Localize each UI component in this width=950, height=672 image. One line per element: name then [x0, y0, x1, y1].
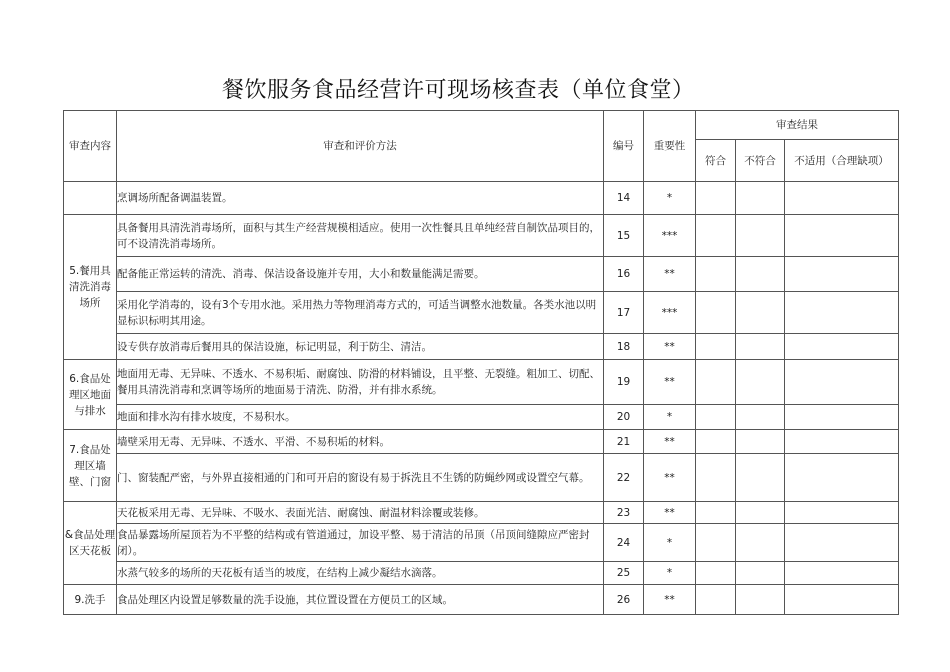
method-cell: 墙壁采用无毒、无异味、不透水、平滑、不易积垢的材料。	[117, 430, 604, 454]
method-cell: 水蒸气较多的场所的天花板有适当的坡度，在结构上减少凝结水滴落。	[117, 562, 604, 585]
fail-cell[interactable]	[736, 454, 785, 502]
importance-cell: *	[644, 524, 696, 562]
number-cell: 22	[604, 454, 644, 502]
fail-cell[interactable]	[736, 524, 785, 562]
table-row	[64, 585, 899, 615]
header-na: 不适用（合理缺项）	[785, 140, 899, 182]
number-cell: 24	[604, 524, 644, 562]
table-row	[64, 524, 899, 562]
table-row	[64, 502, 899, 524]
importance-cell: *	[644, 562, 696, 585]
na-cell[interactable]	[785, 562, 899, 585]
method-cell: 设专供存放消毒后餐用具的保洁设施，标记明显，利于防尘、清洁。	[117, 334, 604, 360]
table-row	[64, 334, 899, 360]
fail-cell[interactable]	[736, 585, 785, 615]
na-cell[interactable]	[785, 502, 899, 524]
header-result: 审查结果	[696, 111, 899, 140]
importance-cell: **	[644, 502, 696, 524]
na-cell[interactable]	[785, 292, 899, 334]
table-row	[64, 215, 899, 257]
number-cell: 17	[604, 292, 644, 334]
importance-cell: **	[644, 334, 696, 360]
fail-cell[interactable]	[736, 215, 785, 257]
method-cell: 天花板采用无毒、无异味、不吸水、表面光洁、耐腐蚀、耐温材料涂覆或装修。	[117, 502, 604, 524]
pass-cell[interactable]	[696, 430, 736, 454]
method-cell: 具备餐用具清洗消毒场所，面积与其生产经营规模相适应。使用一次性餐具且单纯经营自制饮品项目的，可不设清洗消毒场所。	[117, 215, 604, 257]
importance-cell: ***	[644, 292, 696, 334]
number-cell: 21	[604, 430, 644, 454]
na-cell[interactable]	[785, 454, 899, 502]
category-cell: 6.食品处理区地面与排水	[64, 360, 117, 430]
na-cell[interactable]	[785, 182, 899, 215]
method-cell: 食品暴露场所屋顶若为不平整的结构或有管道通过，加设平整、易于清洁的吊顶（吊顶间缝隙应严密封闭）。	[117, 524, 604, 562]
method-cell: 采用化学消毒的，设有3个专用水池。采用热力等物理消毒方式的，可适当调整水池数量。各类水池以明显标识标明其用途。	[117, 292, 604, 334]
pass-cell[interactable]	[696, 182, 736, 215]
pass-cell[interactable]	[696, 405, 736, 430]
header-number: 编号	[604, 111, 644, 182]
method-cell: 食品处理区内设置足够数量的洗手设施，其位置设置在方便员工的区域。	[117, 585, 604, 615]
table-row	[64, 430, 899, 454]
table-row	[64, 257, 899, 292]
importance-cell: **	[644, 430, 696, 454]
na-cell[interactable]	[785, 215, 899, 257]
table-row	[64, 182, 899, 215]
number-cell: 15	[604, 215, 644, 257]
na-cell[interactable]	[785, 360, 899, 405]
method-cell: 地面和排水沟有排水坡度，不易积水。	[117, 405, 604, 430]
header-content: 审查内容	[64, 111, 117, 182]
category-cell: &食品处理区天花板	[64, 502, 117, 585]
category-cell-empty	[64, 182, 117, 215]
method-cell: 烹调场所配备调温装置。	[117, 182, 604, 215]
document-title: 餐饮服务食品经营许可现场核查表（单位食堂）	[222, 78, 695, 103]
method-cell: 门、窗装配严密，与外界直接相通的门和可开启的窗设有易于拆洗且不生锈的防蝇纱网或设置空气幕。	[117, 454, 604, 502]
fail-cell[interactable]	[736, 182, 785, 215]
method-cell: 配备能正常运转的清洗、消毒、保洁设备设施并专用，大小和数量能满足需要。	[117, 257, 604, 292]
fail-cell[interactable]	[736, 334, 785, 360]
pass-cell[interactable]	[696, 334, 736, 360]
number-cell: 19	[604, 360, 644, 405]
pass-cell[interactable]	[696, 585, 736, 615]
na-cell[interactable]	[785, 405, 899, 430]
category-cell: 9.洗手	[64, 585, 117, 615]
fail-cell[interactable]	[736, 502, 785, 524]
importance-cell: *	[644, 405, 696, 430]
pass-cell[interactable]	[696, 292, 736, 334]
pass-cell[interactable]	[696, 215, 736, 257]
fail-cell[interactable]	[736, 292, 785, 334]
inspection-table	[63, 110, 899, 615]
header-fail: 不符合	[736, 140, 785, 182]
importance-cell: ***	[644, 215, 696, 257]
number-cell: 26	[604, 585, 644, 615]
na-cell[interactable]	[785, 334, 899, 360]
number-cell: 20	[604, 405, 644, 430]
number-cell: 23	[604, 502, 644, 524]
table-row	[64, 292, 899, 334]
table-row	[64, 405, 899, 430]
header-method: 审查和评价方法	[117, 111, 604, 182]
na-cell[interactable]	[785, 257, 899, 292]
category-cell: 7.食品处理区墙壁、门窗	[64, 430, 117, 502]
na-cell[interactable]	[785, 430, 899, 454]
header-importance: 重要性	[644, 111, 696, 182]
table-row	[64, 360, 899, 405]
importance-cell: **	[644, 257, 696, 292]
fail-cell[interactable]	[736, 430, 785, 454]
method-cell: 地面用无毒、无异味、不透水、不易积垢、耐腐蚀、防滑的材料铺设，且平整、无裂缝。粗加工、切配、餐用具清洗消毒和烹调等场所的地面易于清洗、防滑，并有排水系统。	[117, 360, 604, 405]
importance-cell: **	[644, 585, 696, 615]
importance-cell: **	[644, 454, 696, 502]
header-pass: 符合	[696, 140, 736, 182]
pass-cell[interactable]	[696, 360, 736, 405]
fail-cell[interactable]	[736, 405, 785, 430]
pass-cell[interactable]	[696, 502, 736, 524]
na-cell[interactable]	[785, 524, 899, 562]
pass-cell[interactable]	[696, 524, 736, 562]
header-row	[64, 111, 899, 140]
na-cell[interactable]	[785, 585, 899, 615]
pass-cell[interactable]	[696, 257, 736, 292]
number-cell: 25	[604, 562, 644, 585]
number-cell: 18	[604, 334, 644, 360]
pass-cell[interactable]	[696, 562, 736, 585]
category-cell: 5.餐用具清洗消毒场所	[64, 215, 117, 360]
fail-cell[interactable]	[736, 360, 785, 405]
fail-cell[interactable]	[736, 562, 785, 585]
importance-cell: **	[644, 360, 696, 405]
table-row	[64, 454, 899, 502]
pass-cell[interactable]	[696, 454, 736, 502]
table-row	[64, 562, 899, 585]
number-cell: 14	[604, 182, 644, 215]
importance-cell: *	[644, 182, 696, 215]
fail-cell[interactable]	[736, 257, 785, 292]
number-cell: 16	[604, 257, 644, 292]
